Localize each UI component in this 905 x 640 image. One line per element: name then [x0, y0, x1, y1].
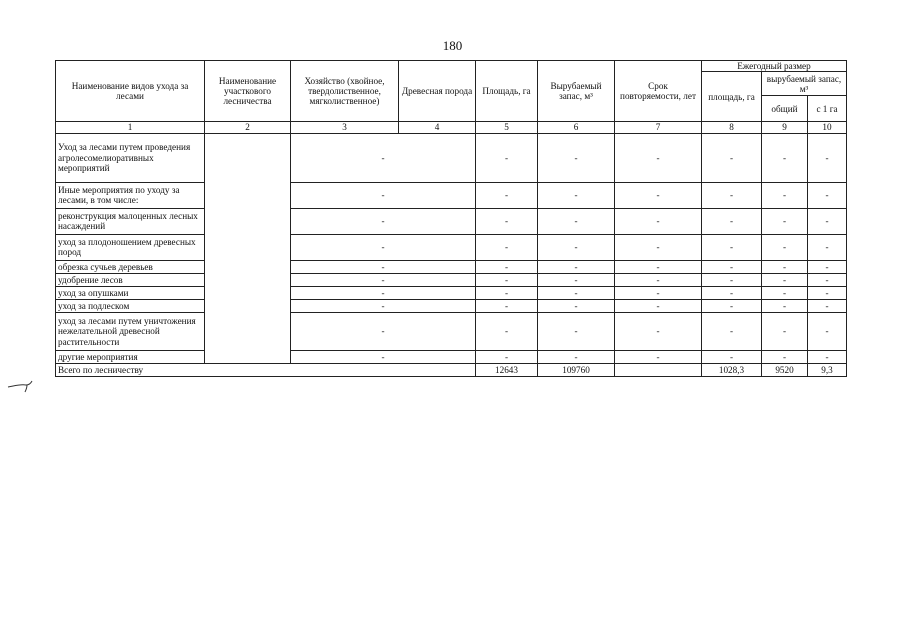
- column-number: 7: [615, 122, 702, 133]
- per-ha-cell: -: [808, 133, 847, 182]
- economy-cell: -: [291, 208, 476, 234]
- total-annual-area: 1028,3: [702, 363, 762, 376]
- period-cell: -: [615, 208, 702, 234]
- column-number: 9: [762, 122, 808, 133]
- per-ha-cell: -: [808, 182, 847, 208]
- table-row: [56, 234, 847, 260]
- period-cell: -: [615, 133, 702, 182]
- area-cell: -: [476, 260, 538, 273]
- column-number: 1: [56, 122, 205, 133]
- table-row: [56, 273, 847, 286]
- volume-cell: -: [538, 273, 615, 286]
- row-name: уход за лесами путем уничтожения нежелательной древесной растительности: [56, 312, 205, 350]
- area-cell: -: [476, 350, 538, 363]
- column-number: 6: [538, 122, 615, 133]
- volume-cell: -: [538, 208, 615, 234]
- volume-cell: -: [538, 182, 615, 208]
- column-number: 5: [476, 122, 538, 133]
- row-name: обрезка сучьев деревьев: [56, 260, 205, 273]
- annual-area-cell: -: [702, 208, 762, 234]
- header-felled-volume: Вырубаемый запас, м³: [538, 61, 615, 122]
- total-volume: 109760: [538, 363, 615, 376]
- volume-cell: -: [538, 299, 615, 312]
- total-period: [615, 363, 702, 376]
- economy-cell: -: [291, 299, 476, 312]
- area-cell: -: [476, 286, 538, 299]
- annual-area-cell: -: [702, 133, 762, 182]
- row-name: Уход за лесами путем проведения агролесомелиоративных мероприятий: [56, 133, 205, 182]
- per-ha-cell: -: [808, 273, 847, 286]
- table-row: [56, 133, 847, 182]
- table-row: [56, 299, 847, 312]
- header-forestry-district: Наименование участкового лесничества: [205, 61, 291, 122]
- period-cell: -: [615, 299, 702, 312]
- header-area: Площадь, га: [476, 61, 538, 122]
- economy-cell: -: [291, 234, 476, 260]
- column-number: 2: [205, 122, 291, 133]
- per-ha-cell: -: [808, 286, 847, 299]
- annual-area-cell: -: [702, 273, 762, 286]
- annual-area-cell: -: [702, 299, 762, 312]
- per-ha-cell: -: [808, 208, 847, 234]
- header-economy-type: Хозяйство (хвойное, твердолиственное, мягколиственное): [291, 61, 399, 122]
- total-annual-volume: 9520: [762, 363, 808, 376]
- per-ha-cell: -: [808, 312, 847, 350]
- per-ha-cell: -: [808, 299, 847, 312]
- economy-cell: -: [291, 260, 476, 273]
- row-name: уход за подлеском: [56, 299, 205, 312]
- volume-cell: -: [538, 260, 615, 273]
- total-per-ha: 9,3: [808, 363, 847, 376]
- annual-area-cell: -: [702, 260, 762, 273]
- period-cell: -: [615, 182, 702, 208]
- column-number: 4: [399, 122, 476, 133]
- volume-cell: -: [538, 133, 615, 182]
- economy-cell: -: [291, 273, 476, 286]
- column-number: 8: [702, 122, 762, 133]
- economy-cell: -: [291, 286, 476, 299]
- per-ha-cell: -: [808, 350, 847, 363]
- annual-area-cell: -: [702, 286, 762, 299]
- area-cell: -: [476, 208, 538, 234]
- area-cell: -: [476, 273, 538, 286]
- table-body: [56, 133, 847, 376]
- area-cell: -: [476, 234, 538, 260]
- volume-cell: -: [538, 350, 615, 363]
- annual-area-cell: -: [702, 312, 762, 350]
- per-ha-cell: -: [808, 234, 847, 260]
- period-cell: -: [615, 350, 702, 363]
- total-row: [56, 363, 847, 376]
- row-name: реконструкция малоценных лесных насаждений: [56, 208, 205, 234]
- total-area: 12643: [476, 363, 538, 376]
- row-name: удобрение лесов: [56, 273, 205, 286]
- annual-area-cell: -: [702, 182, 762, 208]
- table-row: [56, 182, 847, 208]
- header-care-type: Наименование видов ухода за лесами: [56, 61, 205, 122]
- volume-cell: -: [538, 234, 615, 260]
- table-row: [56, 350, 847, 363]
- volume-cell: -: [538, 312, 615, 350]
- annual-volume-cell: -: [762, 299, 808, 312]
- table-row: [56, 260, 847, 273]
- district-cell: [205, 133, 291, 363]
- table-header: [56, 61, 847, 134]
- period-cell: -: [615, 286, 702, 299]
- annual-area-cell: -: [702, 350, 762, 363]
- forest-care-table: [55, 60, 847, 377]
- header-annual-volume: вырубаемый запас, м³: [762, 72, 847, 96]
- annual-volume-cell: -: [762, 350, 808, 363]
- total-label: Всего по лесничеству: [56, 363, 476, 376]
- header-volume-per-ha: с 1 га: [808, 96, 847, 122]
- row-name: другие мероприятия: [56, 350, 205, 363]
- economy-cell: -: [291, 350, 476, 363]
- annual-volume-cell: -: [762, 208, 808, 234]
- area-cell: -: [476, 133, 538, 182]
- table-row: [56, 312, 847, 350]
- table-row: [56, 286, 847, 299]
- annual-volume-cell: -: [762, 312, 808, 350]
- period-cell: -: [615, 234, 702, 260]
- annual-volume-cell: -: [762, 133, 808, 182]
- header-tree-species: Древесная порода: [399, 61, 476, 122]
- annual-volume-cell: -: [762, 286, 808, 299]
- column-number: 3: [291, 122, 399, 133]
- period-cell: -: [615, 273, 702, 286]
- area-cell: -: [476, 299, 538, 312]
- header-volume-total: общий: [762, 96, 808, 122]
- row-name: уход за опушками: [56, 286, 205, 299]
- period-cell: -: [615, 260, 702, 273]
- economy-cell: -: [291, 312, 476, 350]
- per-ha-cell: -: [808, 260, 847, 273]
- area-cell: -: [476, 312, 538, 350]
- annual-volume-cell: -: [762, 234, 808, 260]
- table-row: [56, 208, 847, 234]
- pen-mark-icon: [6, 378, 38, 394]
- row-name: уход за плодоношением древесных пород: [56, 234, 205, 260]
- header-annual-size: Ежегодный размер: [702, 61, 847, 72]
- economy-cell: -: [291, 133, 476, 182]
- economy-cell: -: [291, 182, 476, 208]
- column-number: 10: [808, 122, 847, 133]
- page-number: 180: [442, 38, 463, 53]
- row-name: Иные мероприятия по уходу за лесами, в том числе:: [56, 182, 205, 208]
- header-repeat-period: Срок повторяемости, лет: [615, 61, 702, 122]
- annual-volume-cell: -: [762, 273, 808, 286]
- volume-cell: -: [538, 286, 615, 299]
- annual-area-cell: -: [702, 234, 762, 260]
- header-annual-area: площадь, га: [702, 72, 762, 122]
- column-number-row: [56, 122, 847, 133]
- annual-volume-cell: -: [762, 260, 808, 273]
- period-cell: -: [615, 312, 702, 350]
- annual-volume-cell: -: [762, 182, 808, 208]
- area-cell: -: [476, 182, 538, 208]
